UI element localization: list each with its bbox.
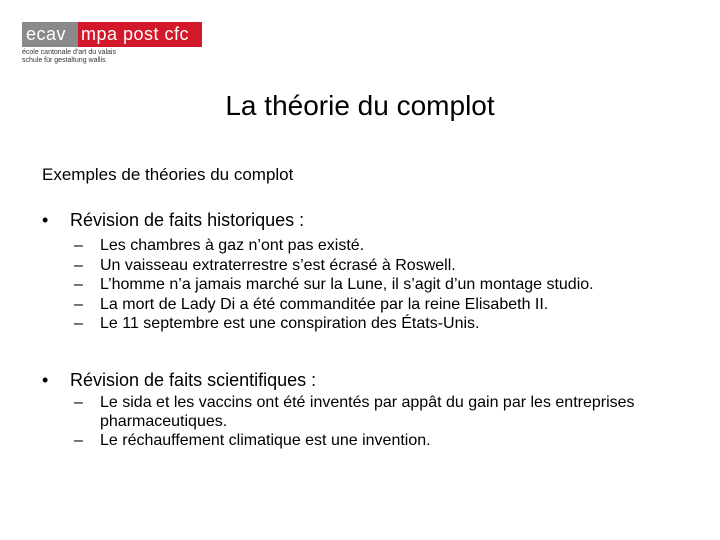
list-item-text: Les chambres à gaz n’ont pas existé. [100,237,365,254]
logo-school-name-fr: école cantonale d'art du valais [22,49,116,56]
dash-marker: – [74,394,83,411]
bullet-scientific [42,368,702,392]
list-item [74,236,702,256]
list-item [74,275,702,295]
dash-marker: – [74,276,83,293]
bullet-dot: • [42,210,49,230]
list-item [74,431,702,450]
slide-subtitle: Exemples de théories du complot [42,165,294,184]
dash-marker: – [74,256,83,274]
bullet-historical [42,208,702,232]
list-item-text: Un vaisseau extraterrestre s’est écrasé à Roswell. [100,256,456,274]
section-historical [42,208,702,334]
section-scientific [42,368,702,450]
logo-school-name-de: schule für gestaltung wallis [22,57,106,64]
list-item-text: L’homme n’a jamais marché sur la Lune, il s’agit d’un montage studio. [100,276,594,293]
logo-bar [22,22,202,47]
list-item-text: Le réchauffement climatique est une invention. [100,432,431,449]
list-item [74,295,702,315]
dash-marker: – [74,237,83,254]
dash-marker: – [74,295,83,313]
sub-list-scientific [42,393,702,450]
bullet-heading: Révision de faits historiques : [70,210,305,230]
list-item [74,393,702,431]
logo-ecav: ecav [22,22,78,47]
school-logo [22,22,202,72]
sub-list-historical [42,236,702,334]
bullet-heading: Révision de faits scientifiques : [70,370,317,390]
list-item-text: Le 11 septembre est une conspiration des États-Unis. [100,315,480,332]
list-item-text: Le sida et les vaccins ont été inventés par appât du gain par les entreprises pharmaceutiques. [100,394,635,430]
list-item-text: La mort de Lady Di a été commanditée par la reine Elisabeth II. [100,295,549,313]
dash-marker: – [74,315,83,332]
bullet-dot: • [42,370,49,390]
list-item [74,314,702,334]
dash-marker: – [74,432,83,449]
slide-title: La théorie du complot [225,90,495,121]
logo-mpa-post-cfc: mpa post cfc [78,22,202,47]
list-item [74,256,702,276]
